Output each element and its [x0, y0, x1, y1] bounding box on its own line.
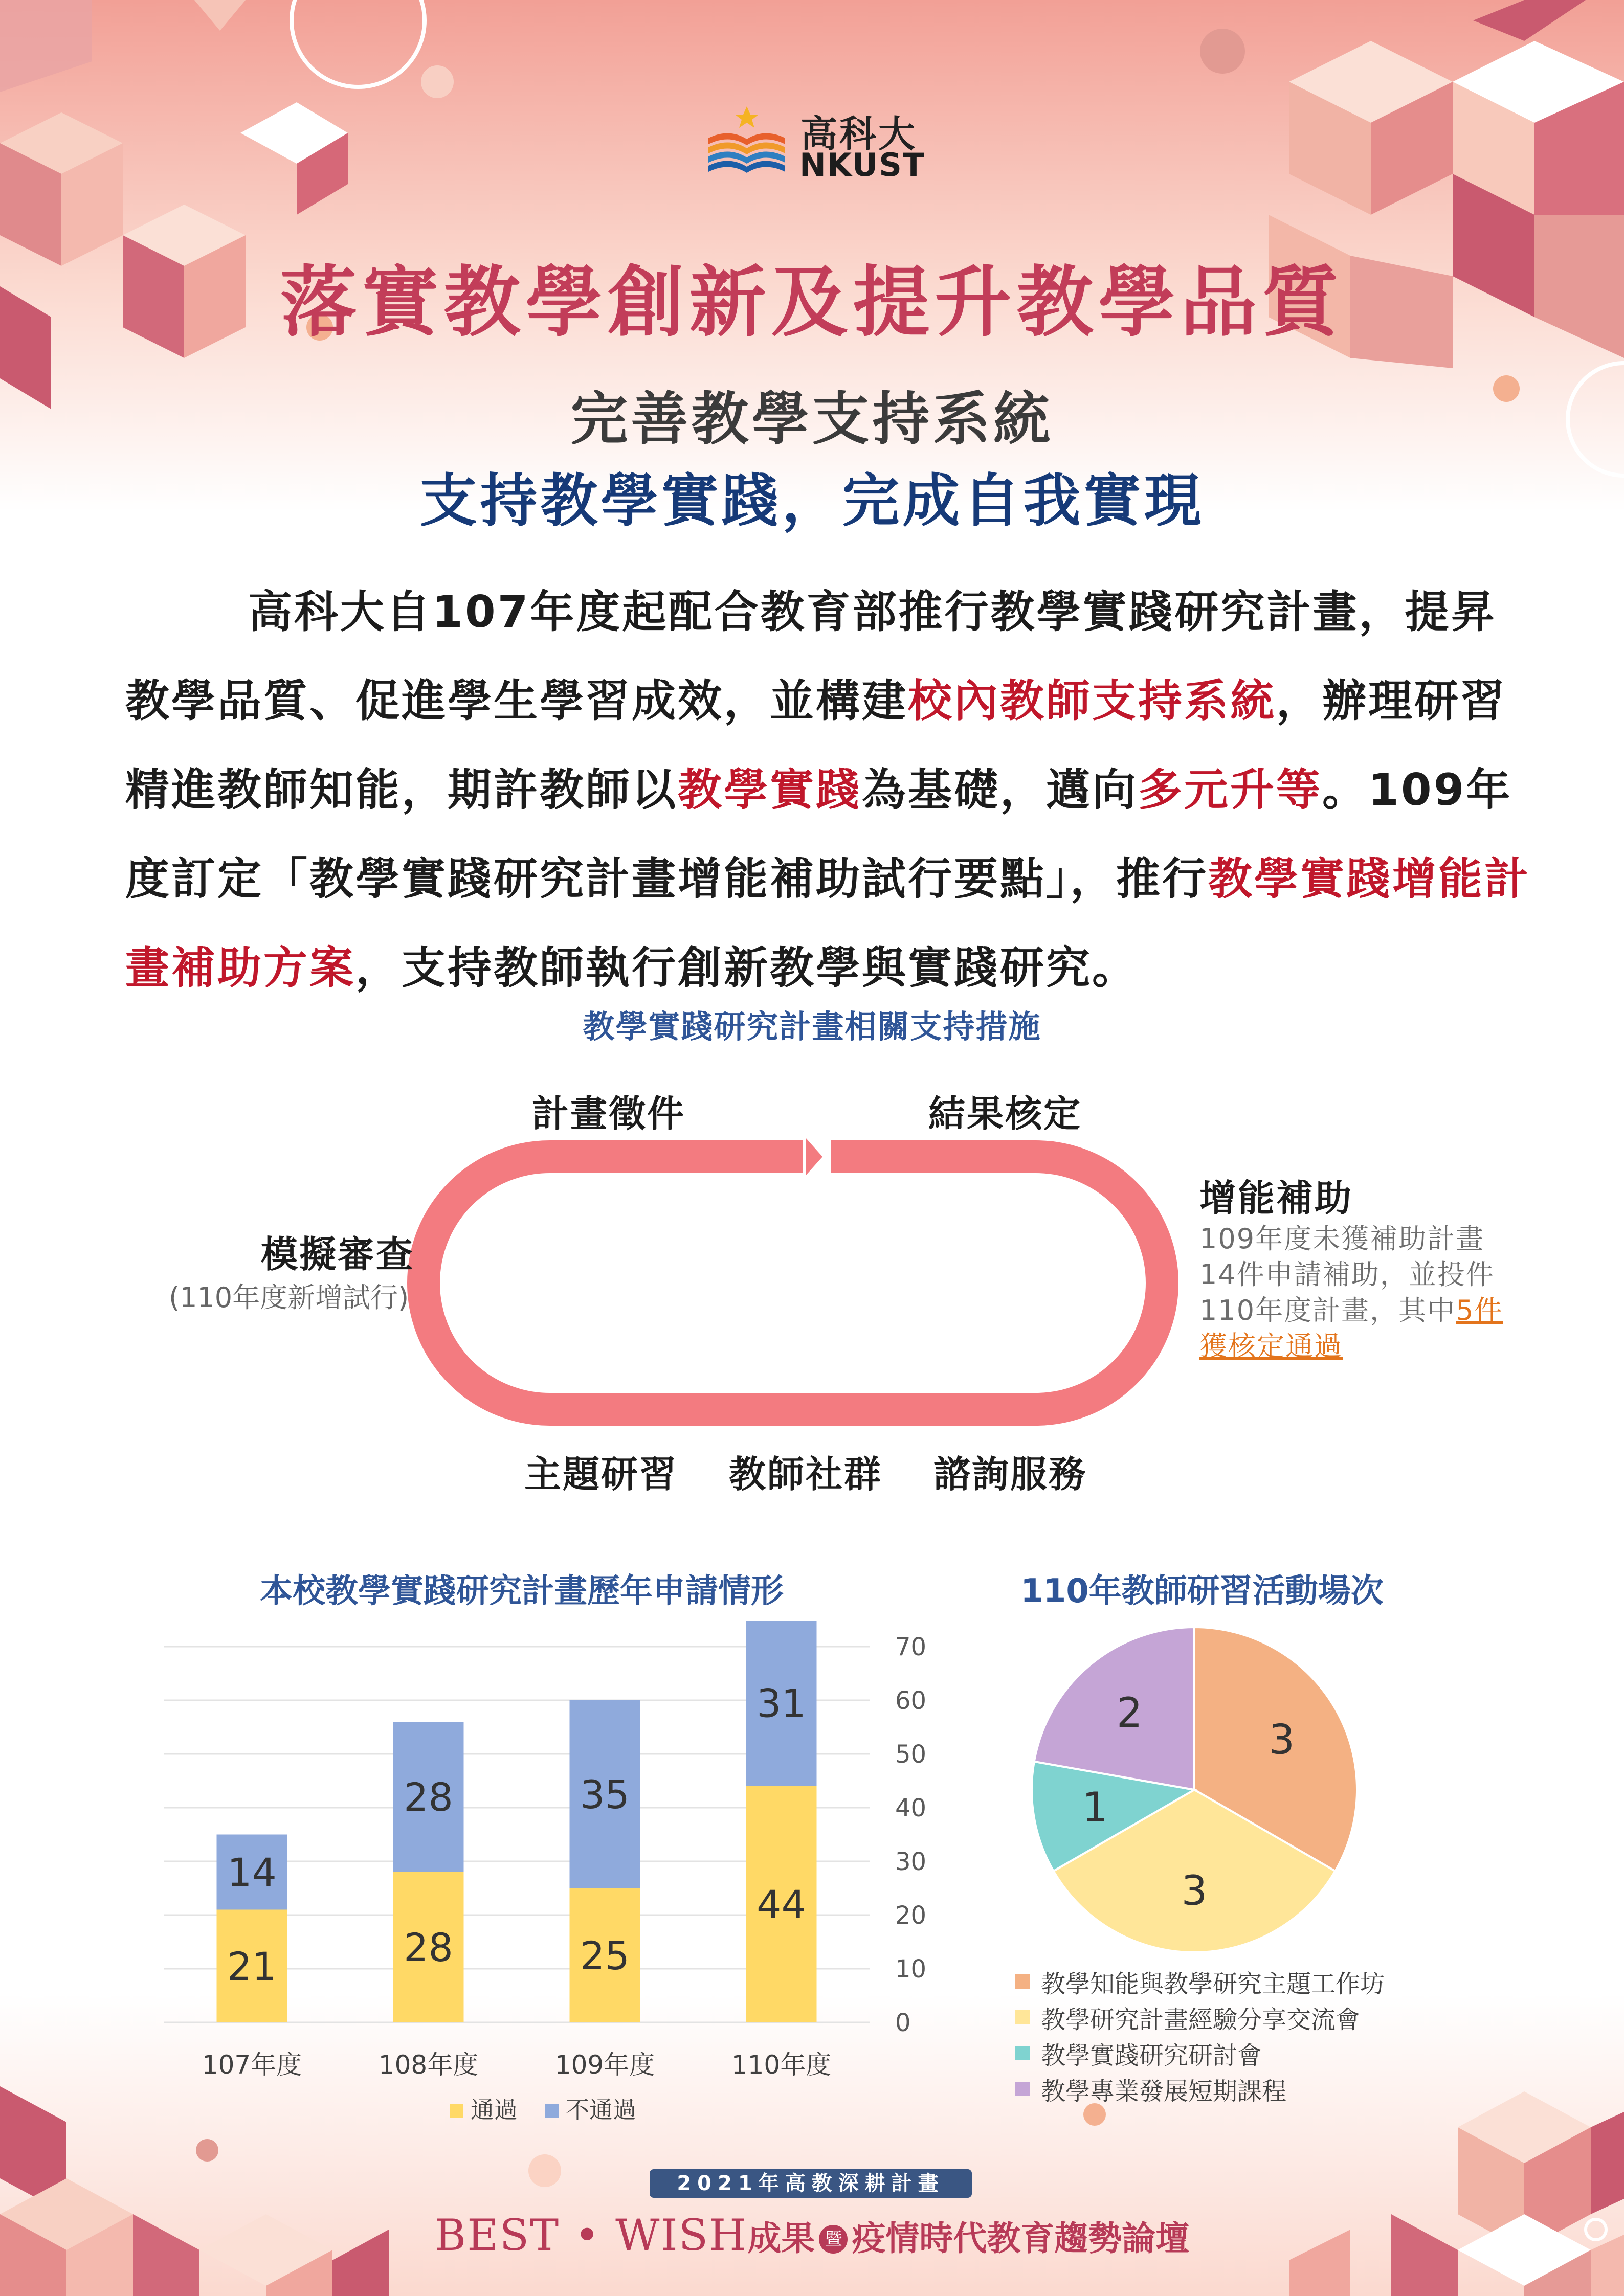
page-title: 落實教學創新及提升教學品質	[280, 258, 1344, 347]
intro-text-5: ，支持教師執行創新教學與實踐研究。	[355, 942, 1138, 994]
bar-data-label: 25	[580, 1932, 630, 1978]
boost-approved-link[interactable]: 5件獲核定通過	[1199, 1294, 1503, 1362]
footer-event-title	[0, 2210, 1624, 2260]
pie-legend-label: 教學實踐研究研討會	[1041, 2041, 1262, 2070]
x-tick-label: 109年度	[554, 2050, 655, 2080]
y-tick-label: 50	[895, 1740, 927, 1769]
y-tick-label: 40	[895, 1794, 927, 1822]
bar-data-label: 35	[580, 1771, 630, 1817]
boost-grant-text: 109年度未獲補助計畫14件申請補助，並投件110年度計畫，其中	[1199, 1223, 1495, 1326]
pie-legend-item	[1015, 1964, 1385, 1999]
pie-data-label: 3	[1269, 1716, 1295, 1764]
intro-text-2: ，辦理研習精進教師知能，期許教師以	[125, 676, 1506, 816]
bar-legend-swatch	[450, 2104, 463, 2118]
bar-data-label: 31	[757, 1680, 806, 1726]
intro-text-3: 為基礎，邁向	[862, 764, 1138, 816]
service-teacher-community: 教師社群	[729, 1453, 883, 1496]
y-tick-label: 30	[895, 1848, 927, 1876]
workshop-pie-chart	[1013, 1616, 1381, 1964]
step-call-for-proposals: 計畫徵件	[532, 1092, 686, 1135]
intro-highlight-multi-promotion: 多元升等	[1138, 764, 1322, 816]
pie-data-label: 1	[1082, 1784, 1108, 1832]
step-boost-grant: 增能補助	[1199, 1177, 1353, 1220]
x-tick-label: 110年度	[731, 2050, 832, 2080]
pie-slice	[1034, 1627, 1194, 1790]
bar-data-label: 21	[227, 1943, 277, 1989]
y-tick-label: 10	[895, 1955, 927, 1984]
pie-legend-swatch	[1015, 2010, 1030, 2024]
bar-data-label: 44	[757, 1882, 806, 1927]
bar-legend-label: 通過	[471, 2096, 518, 2124]
logo-english-name: NKUST	[799, 146, 926, 184]
intro-text-1: 高科大自107年度起配合教育部推行教學實踐研究計畫，提昇教學品質、促進學生學習成效，並構建	[125, 587, 1497, 727]
pie-data-label: 2	[1116, 1689, 1143, 1737]
pie-data-label: 3	[1181, 1867, 1208, 1915]
intro-text-4: 。109年度訂定「教學實踐研究計畫增能補助試行要點」，推行	[125, 764, 1512, 905]
x-tick-label: 107年度	[202, 2050, 302, 2080]
y-tick-label: 0	[895, 2009, 911, 2037]
footer-best-wish: BEST • WISH	[434, 2210, 748, 2260]
pie-legend-swatch	[1015, 2046, 1030, 2060]
boost-grant-description	[1199, 1221, 1517, 1364]
step-mock-review-note: (110年度新增試行)	[169, 1281, 409, 1314]
pie-legend-swatch	[1015, 2082, 1030, 2096]
intro-highlight-boost-plan: 教學實踐增能計畫補助方案	[125, 853, 1530, 994]
bar-legend-label: 不通過	[566, 2096, 636, 2124]
applications-bar-chart	[153, 1621, 951, 2143]
subtitle-secondary: 支持教學實踐，完成自我實現	[419, 468, 1205, 534]
pie-legend-swatch	[1015, 1974, 1030, 1989]
service-topic-workshop: 主題研習	[524, 1453, 678, 1496]
pie-legend-label: 教學研究計畫經驗分享交流會	[1041, 2005, 1361, 2034]
bar-data-label: 14	[227, 1850, 277, 1895]
bar-legend-swatch	[545, 2104, 559, 2118]
y-tick-label: 70	[895, 1633, 927, 1661]
pie-legend-item	[1015, 2035, 1385, 2071]
cycle-arrow-head	[806, 1138, 822, 1176]
step-result-approval: 結果核定	[928, 1092, 1082, 1135]
logo-chinese-name: 高科大	[800, 112, 918, 155]
pie-legend-label: 教學知能與教學研究主題工作坊	[1041, 1969, 1385, 1998]
pie-legend	[1015, 1964, 1385, 2107]
bar-chart-title: 本校教學實踐研究計畫歷年申請情形	[260, 1572, 784, 1610]
pie-legend-item	[1015, 1999, 1385, 2035]
step-mock-review: 模擬審查	[261, 1233, 415, 1276]
footer-results: 成果	[747, 2219, 815, 2258]
y-tick-label: 60	[895, 1686, 927, 1715]
intro-highlight-support-system: 校內教師支持系統	[908, 676, 1276, 727]
pie-legend-label: 教學專業發展短期課程	[1041, 2077, 1287, 2106]
cycle-loop-ring	[424, 1157, 1162, 1409]
service-consulting: 諮詢服務	[933, 1453, 1087, 1496]
footer-and-mark: 暨	[819, 2225, 848, 2254]
subtitle-primary: 完善教學支持系統	[570, 386, 1054, 453]
pie-chart-title: 110年教師研習活動場次	[1020, 1572, 1384, 1610]
y-tick-label: 20	[895, 1901, 927, 1930]
footer-badge: 2021年高教深耕計畫	[650, 2169, 972, 2198]
intro-highlight-teaching-practice: 教學實踐	[678, 764, 862, 816]
pie-legend-item	[1015, 2071, 1385, 2107]
x-tick-label: 108年度	[378, 2050, 479, 2080]
diagram-title: 教學實踐研究計畫相關支持措施	[583, 1008, 1041, 1045]
footer-forum-name: 疫情時代教育趨勢論壇	[852, 2219, 1190, 2258]
bar-data-label: 28	[404, 1925, 453, 1970]
bar-data-label: 28	[404, 1774, 453, 1820]
